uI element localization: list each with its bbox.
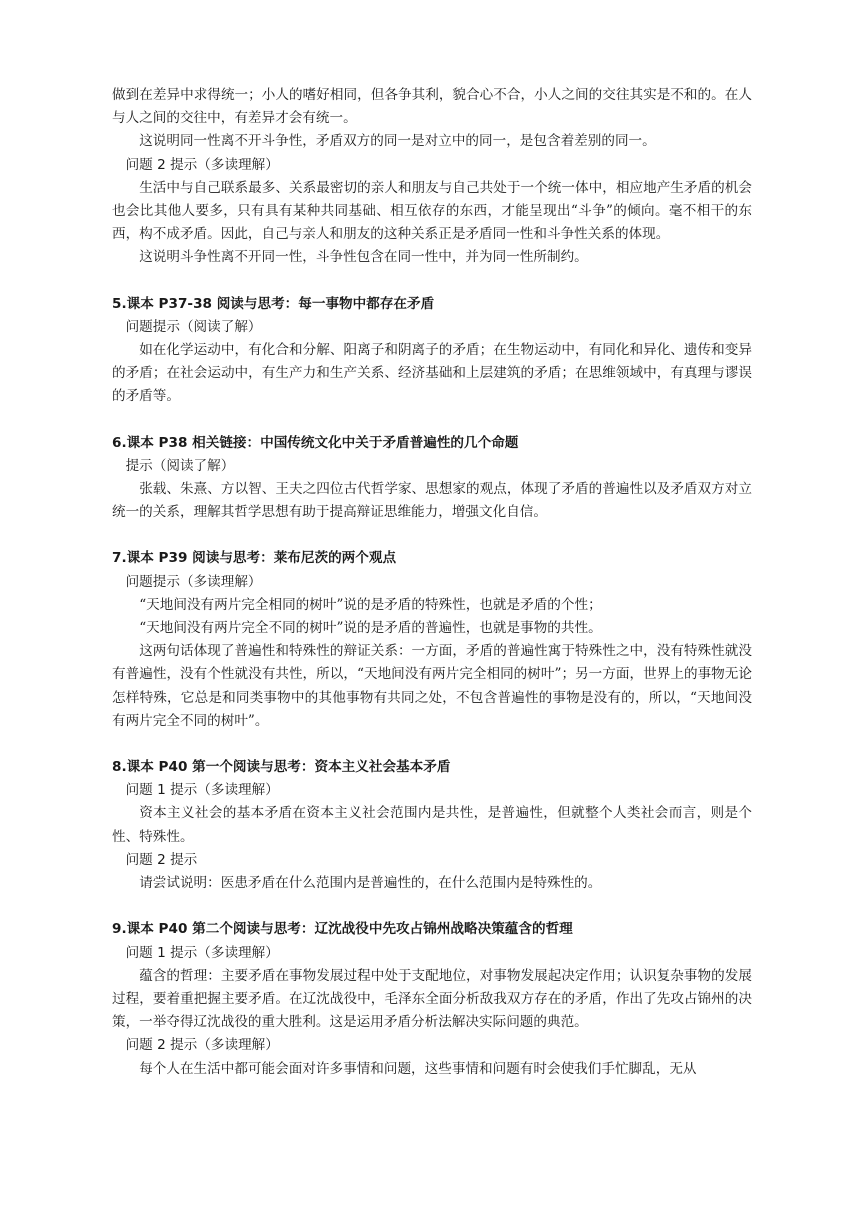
question-hint-label: 问题 1 提示（多读理解） <box>125 944 279 961</box>
section-gap <box>112 733 752 756</box>
block <box>112 965 752 1035</box>
paragraph: 生活中与自己联系最多、关系最密切的亲人和朋友与自己共处于一个统一体中，相应地产生矛盾的机会也会比其他人要多，只有具有某种共同基础、相互依存的东西，才能呈现出“斗争”的倾向。毫不相干的东西，构不成矛盾。因此，自己与亲人和朋友的这种关系正是矛盾同一性和斗争性关系的体现。 <box>112 179 752 243</box>
section-heading: 5.课本 P37-38 阅读与思考：每一事物中都存在矛盾 <box>112 295 435 312</box>
question-hint-label: 问题提示（多读理解） <box>125 573 262 590</box>
paragraph: “天地间没有两片完全不同的树叶”说的是矛盾的普遍性，也就是事物的共性。 <box>139 620 602 637</box>
block <box>112 1034 752 1057</box>
paragraph: 这说明同一性离不开斗争性，矛盾双方的同一是对立中的同一，是包含着差别的同一。 <box>139 133 656 150</box>
block <box>112 779 752 802</box>
block <box>112 756 752 779</box>
block <box>112 594 752 617</box>
block <box>112 246 752 269</box>
paragraph: 资本主义社会的基本矛盾在资本主义社会范围内是共性，是普遍性，但就整个人类社会而言，则是个性、特殊性。 <box>112 805 752 845</box>
paragraph: “天地间没有两片完全相同的树叶”说的是矛盾的特殊性，也就是矛盾的个性； <box>139 596 602 613</box>
block <box>112 84 752 130</box>
section-gap <box>112 895 752 918</box>
question-hint-label: 问题 2 提示 <box>125 851 198 868</box>
question-hint-label: 问题 2 提示（多读理解） <box>125 156 279 173</box>
block <box>112 339 752 409</box>
question-hint-label: 问题 2 提示（多读理解） <box>125 1037 279 1054</box>
paragraph: 蕴含的哲理：主要矛盾在事物发展过程中处于支配地位，对事物发展起决定作用；认识复杂事物的发展过程，要着重把握主要矛盾。在辽沈战役中，毛泽东全面分析敌我双方存在的矛盾，作出了先攻占锦州的决策，一举夺得辽沈战役的重大胜利。这是运用矛盾分析法解决实际问题的典范。 <box>112 967 752 1031</box>
block <box>112 918 752 941</box>
block <box>112 942 752 965</box>
section-gap <box>112 524 752 547</box>
block <box>112 849 752 872</box>
block <box>112 617 752 640</box>
document-page <box>112 84 752 1081</box>
section-gap <box>112 409 752 432</box>
question-hint-label: 提示（阅读了解） <box>125 457 235 474</box>
block <box>112 478 752 524</box>
block <box>112 872 752 895</box>
block <box>112 455 752 478</box>
block <box>112 432 752 455</box>
question-hint-label: 问题 1 提示（多读理解） <box>125 782 279 799</box>
block <box>112 1058 752 1081</box>
block <box>112 177 752 247</box>
block <box>112 640 752 733</box>
block <box>112 154 752 177</box>
section-gap <box>112 270 752 293</box>
section-heading: 6.课本 P38 相关链接：中国传统文化中关于矛盾普遍性的几个命题 <box>112 434 519 451</box>
question-hint-label: 问题提示（阅读了解） <box>125 318 262 335</box>
paragraph: 请尝试说明：医患矛盾在什么范围内是普遍性的，在什么范围内是特殊性的。 <box>139 875 602 892</box>
block <box>112 293 752 316</box>
paragraph: 张载、朱熹、方以智、王夫之四位古代哲学家、思想家的观点，体现了矛盾的普遍性以及矛盾双方对立统一的关系，理解其哲学思想有助于提高辩证思维能力，增强文化自信。 <box>112 481 752 521</box>
paragraph: 这说明斗争性离不开同一性，斗争性包含在同一性中，并为同一性所制约。 <box>139 249 588 266</box>
block <box>112 802 752 848</box>
block <box>112 130 752 153</box>
paragraph: 如在化学运动中，有化合和分解、阳离子和阴离子的矛盾；在生物运动中，有同化和异化、遗传和变异的矛盾；在社会运动中，有生产力和生产关系、经济基础和上层建筑的矛盾；在思维领域中，有真理与谬误的矛盾等。 <box>112 342 752 405</box>
paragraph: 这两句话体现了普遍性和特殊性的辩证关系：一方面，矛盾的普遍性寓于特殊性之中，没有特殊性就没有普遍性，没有个性就没有共性，所以，“天地间没有两片完全相同的树叶”；另一方面，世界上的事物无论怎样特殊，它总是和同类事物中的其他事物有共同之处，不包含普遍性的事物是没有的，所以，“天地间没有两片完全不同的树叶”。 <box>112 643 752 729</box>
section-heading: 8.课本 P40 第一个阅读与思考：资本主义社会基本矛盾 <box>112 759 451 776</box>
paragraph: 每个人在生活中都可能会面对许多事情和问题，这些事情和问题有时会使我们手忙脚乱，无从 <box>139 1060 697 1077</box>
block <box>112 316 752 339</box>
section-heading: 9.课本 P40 第二个阅读与思考：辽沈战役中先攻占锦州战略决策蕴含的哲理 <box>112 921 573 938</box>
section-heading: 7.课本 P39 阅读与思考：莱布尼茨的两个观点 <box>112 550 397 567</box>
block <box>112 571 752 594</box>
paragraph: 做到在差异中求得统一；小人的嗜好相同，但各争其利，貌合心不合，小人之间的交往其实是不和的。在人与人之间的交往中，有差异才会有统一。 <box>112 87 752 127</box>
block <box>112 547 752 570</box>
